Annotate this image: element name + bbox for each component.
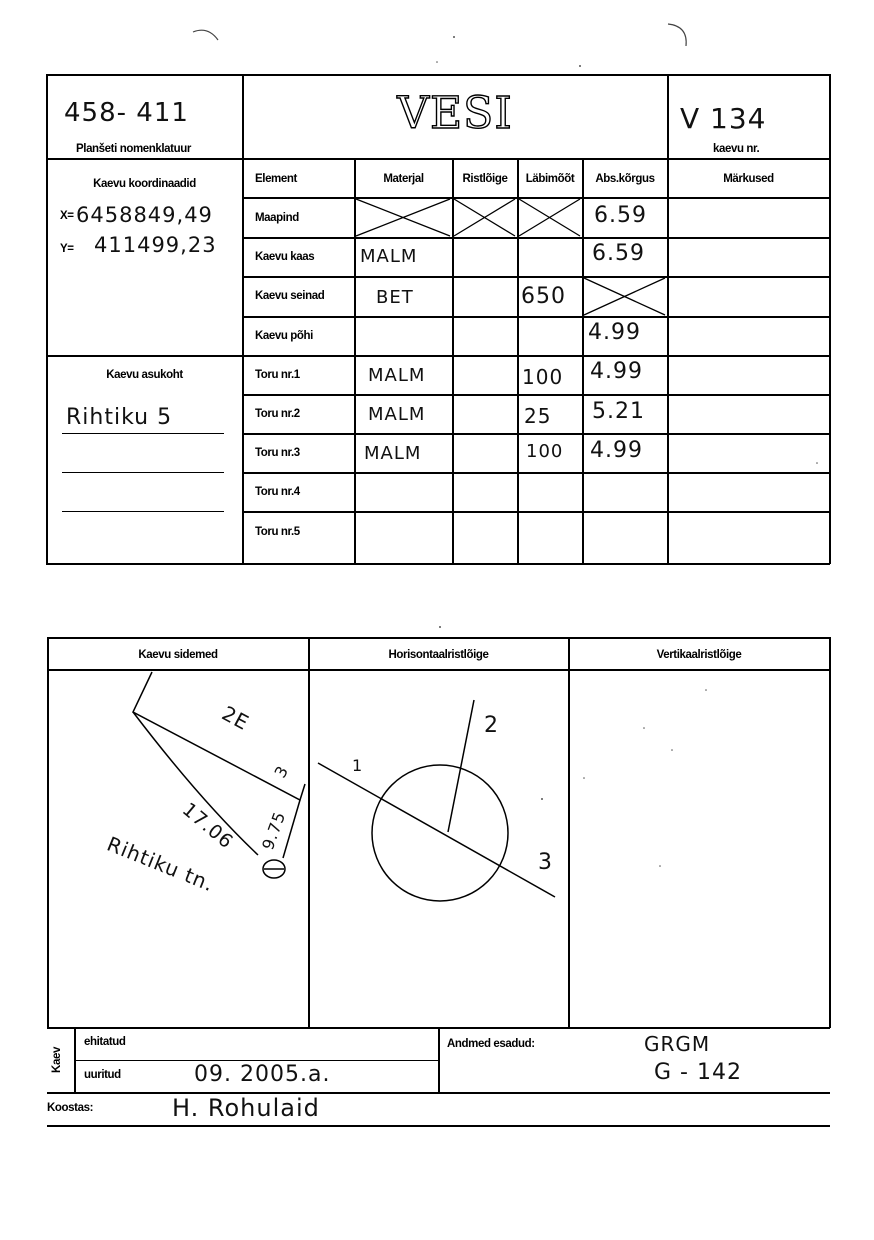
pipe-number-2: 2: [484, 713, 499, 738]
row-label: Toru nr.3: [255, 447, 300, 459]
built-label: ehitatud: [84, 1036, 126, 1048]
sketch-header-connections: Kaevu sidemed: [138, 649, 218, 661]
cell-elevation: 5.21: [592, 399, 645, 424]
sketch-header-horizontal: Horisontaalristlõige: [388, 649, 489, 661]
coord-y-prefix: Y=: [60, 243, 74, 255]
author-label: Koostas:: [47, 1102, 94, 1114]
cell-diameter: 650: [521, 284, 566, 309]
row-label: Toru nr.1: [255, 369, 300, 381]
well-side-label: Kaev: [50, 1047, 63, 1073]
plansheet-value: 458- 411: [64, 98, 189, 128]
coordinates-label: Kaevu koordinaadid: [93, 178, 196, 190]
pipe-number-1: 1: [352, 756, 364, 775]
cell-material: MALM: [360, 246, 418, 267]
row-label: Kaevu põhi: [255, 330, 313, 342]
row-label: Toru nr.5: [255, 526, 300, 538]
cell-material: BET: [376, 287, 414, 308]
cell-material: MALM: [368, 404, 426, 425]
author-value: H. Rohulaid: [172, 1094, 320, 1122]
row-label: Kaevu kaas: [255, 251, 315, 263]
page-title: VESI: [397, 88, 513, 139]
sketch-street-label: Rihtiku tn.: [103, 831, 218, 897]
sketch-note-3: 3: [270, 761, 293, 782]
cell-elevation: 6.59: [592, 241, 645, 266]
pipe-number-3: 3: [538, 850, 553, 875]
cell-diameter: 25: [524, 404, 552, 428]
row-label: Kaevu seinad: [255, 290, 325, 302]
sketch-note-2e: 2E: [217, 700, 254, 736]
col-header-notes: Märkused: [723, 173, 774, 185]
row-label: Toru nr.2: [255, 408, 300, 420]
cell-elevation: 4.99: [590, 359, 643, 384]
cell-elevation: 4.99: [590, 438, 643, 463]
well-number-label: kaevu nr.: [713, 143, 760, 155]
location-value: Rihtiku 5: [66, 405, 173, 430]
data-source-label: Andmed esadud:: [447, 1038, 535, 1050]
col-header-element: Element: [255, 173, 297, 185]
col-header-diameter: Läbimõõt: [525, 173, 575, 185]
plansheet-label: Planšeti nomenklatuur: [76, 143, 191, 155]
coord-x-value: 6458849,49: [76, 203, 213, 227]
cell-material: MALM: [364, 443, 422, 464]
coord-x-prefix: X=: [60, 210, 74, 222]
well-number-value: V 134: [680, 102, 767, 135]
location-label: Kaevu asukoht: [106, 369, 183, 381]
surveyed-label: uuritud: [84, 1069, 121, 1081]
col-header-section: Ristlõige: [462, 173, 508, 185]
data-source-value-2: G - 142: [654, 1060, 742, 1085]
cell-diameter: 100: [526, 441, 564, 462]
cell-elevation: 4.99: [588, 320, 641, 345]
sketch-distance-2: 9.75: [258, 808, 290, 853]
cell-diameter: 100: [522, 365, 564, 389]
cell-elevation: 6.59: [594, 203, 647, 228]
sketch-distance-1: 17.06: [177, 798, 238, 854]
row-label: Toru nr.4: [255, 486, 300, 498]
data-source-value-1: GRGM: [644, 1032, 711, 1056]
cell-material: MALM: [368, 365, 426, 386]
surveyed-value: 09. 2005.a.: [194, 1062, 331, 1087]
coord-y-value: 411499,23: [94, 233, 217, 257]
sketch-header-vertical: Vertikaalristlõige: [656, 649, 742, 661]
col-header-material: Materjal: [383, 173, 424, 185]
row-label: Maapind: [255, 212, 299, 224]
col-header-elevation: Abs.kõrgus: [595, 173, 655, 185]
